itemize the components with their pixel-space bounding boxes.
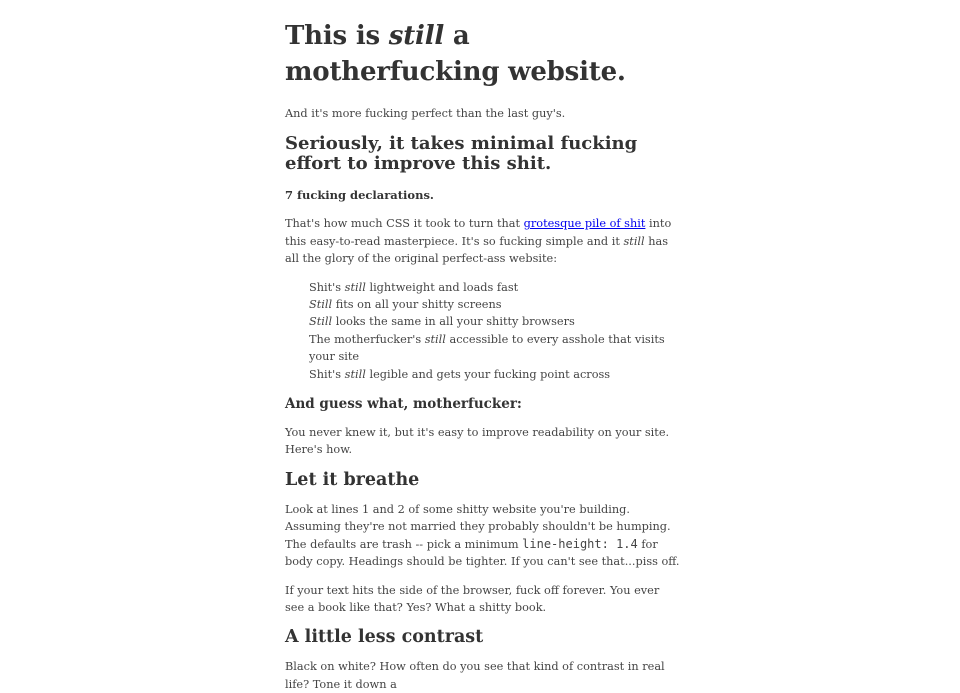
readability-text: You never knew it, but it's easy to improve readability on your site. Here's how.	[285, 426, 670, 457]
contrast-paragraph: Black on white? How often do you see that kind of contrast in real life? Tone it down a	[285, 660, 665, 691]
list-item	[309, 366, 680, 383]
declarations-list	[285, 279, 680, 383]
page-content	[285, 18, 680, 693]
css-paragraph-pre: That's how much CSS it took to turn that	[285, 217, 524, 231]
list-item-emphasis: Still	[309, 298, 333, 312]
grotesque-link[interactable]: grotesque pile of shit	[523, 217, 646, 231]
list-item-post: lightweight and loads fast	[365, 280, 519, 294]
list-item-pre: Shit's	[309, 280, 345, 294]
list-item	[309, 296, 680, 313]
list-item	[309, 279, 680, 296]
intro-text: And it's more fucking perfect than the last guy's.	[285, 107, 566, 120]
page-title-post: a motherfucking website.	[285, 21, 626, 87]
guess-heading: And guess what, motherfucker:	[285, 396, 522, 413]
line-height-code: line-height: 1.4	[522, 536, 638, 551]
subtitle: Seriously, it takes minimal fucking effort to improve this shit.	[285, 133, 638, 175]
list-item	[309, 331, 680, 366]
list-item-emphasis: still	[344, 280, 366, 294]
breathe-paragraph-pre: Look at lines 1 and 2 of some shitty website you're building. Assuming they're not married they probably shouldn't be humping. The defaults are trash -- pick a minimum	[285, 502, 671, 551]
css-paragraph	[285, 215, 680, 267]
css-paragraph-post: has all the glory of the original perfect-ass website:	[285, 234, 669, 266]
page-title-pre: This is	[285, 21, 389, 51]
list-item-emphasis: still	[424, 332, 446, 346]
list-item-post: fits on all your shitty screens	[332, 298, 502, 312]
list-item-post: accessible to every asshole that visits your site	[309, 332, 665, 364]
list-item-pre: Shit's	[309, 367, 345, 381]
css-paragraph-emphasis: still	[623, 234, 645, 248]
breathe-paragraph	[285, 501, 680, 571]
declarations-heading: 7 fucking declarations.	[285, 188, 434, 203]
list-item	[309, 313, 680, 330]
contrast-heading: A little less contrast	[285, 627, 484, 648]
css-paragraph-mid: into this easy-to-read masterpiece. It's so fucking simple and it	[285, 217, 672, 248]
page-title	[285, 18, 680, 90]
list-item-emphasis: Still	[309, 315, 333, 329]
breathe-heading: Let it breathe	[285, 469, 420, 490]
page-title-emphasis: still	[388, 21, 445, 51]
book-paragraph: If your text hits the side of the browser, fuck off forever. You ever see a book like that? Yes? What a shitty book.	[285, 583, 660, 614]
list-item-pre: The motherfucker's	[309, 332, 425, 346]
list-item-emphasis: still	[344, 367, 366, 381]
list-item-post: legible and gets your fucking point across	[365, 367, 611, 381]
breathe-paragraph-post: for body copy. Headings should be tighter. If you can't see that...piss off.	[285, 537, 680, 569]
list-item-post: looks the same in all your shitty browsers	[332, 315, 575, 329]
